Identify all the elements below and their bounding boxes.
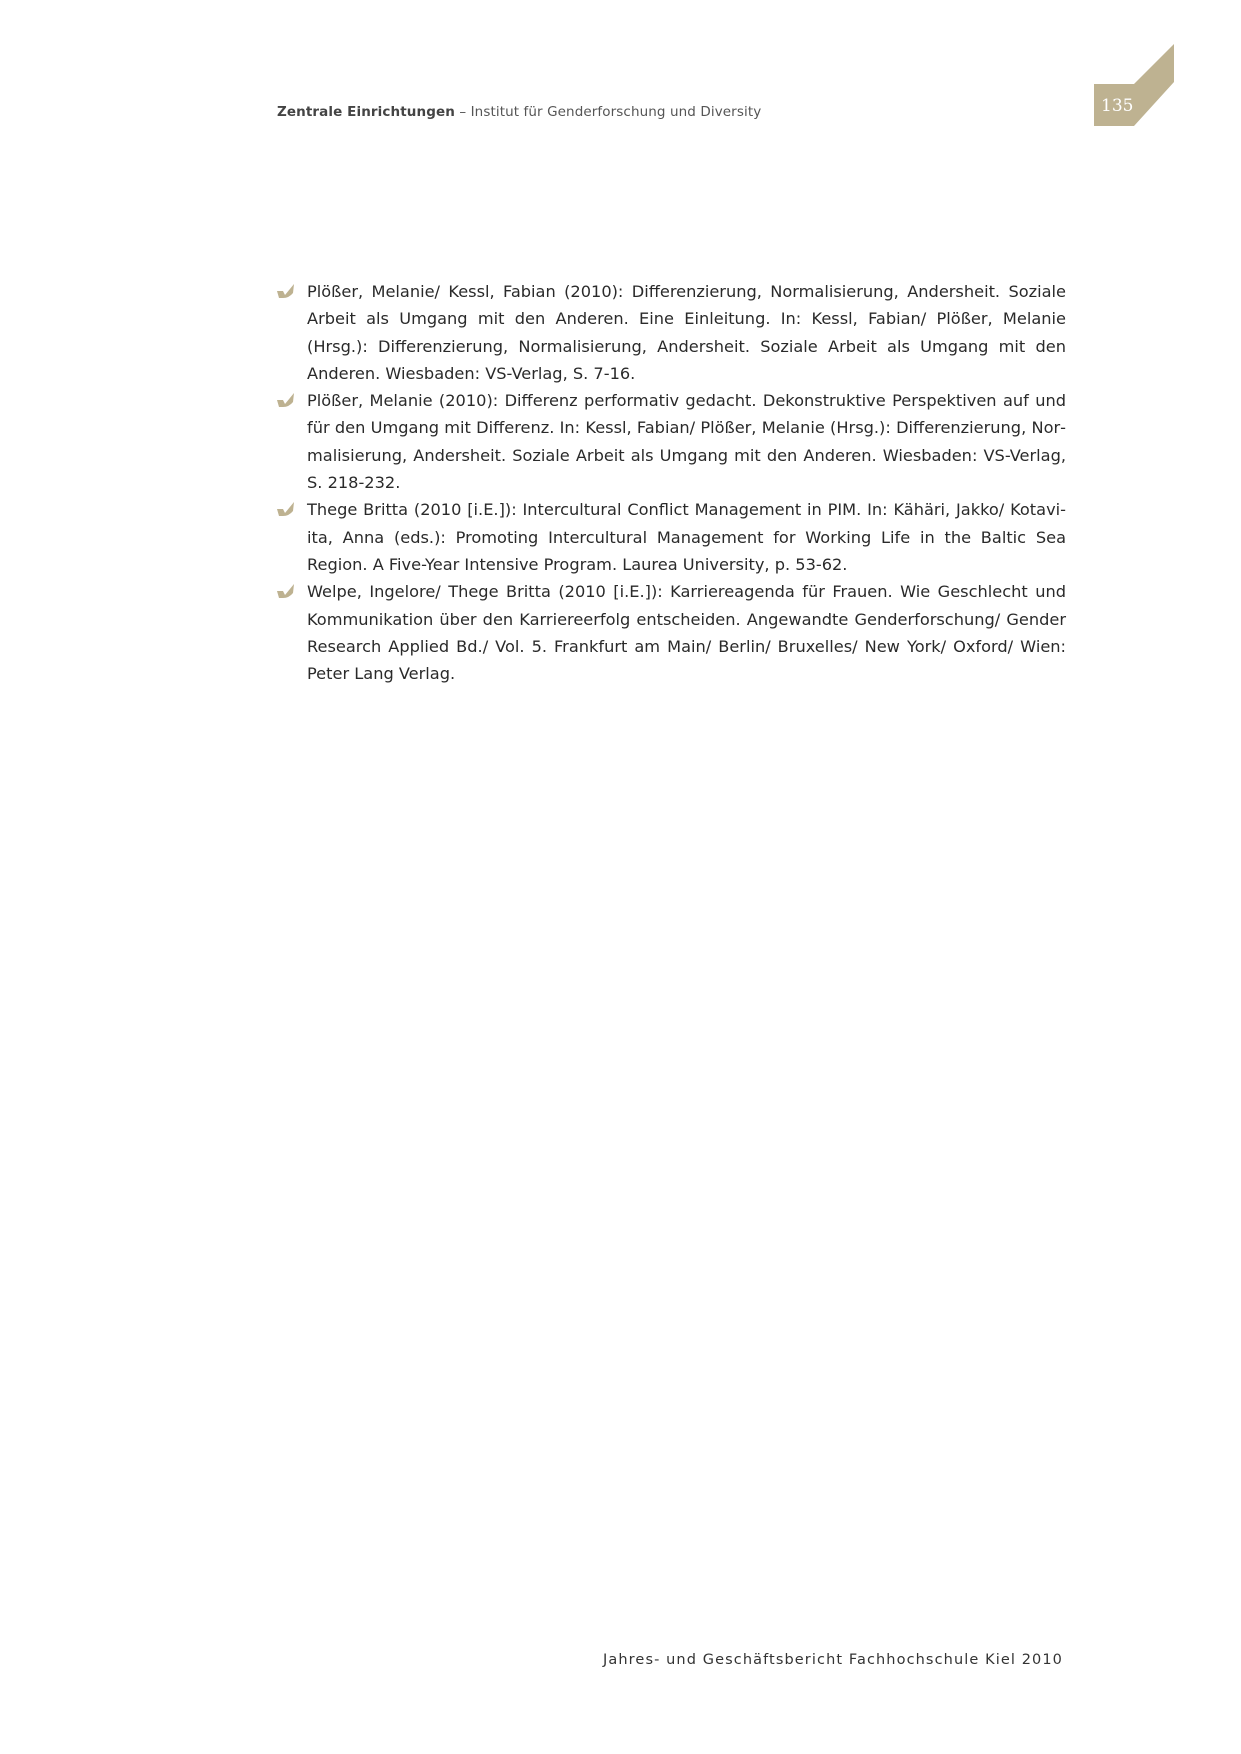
checkmark-arrow-icon xyxy=(277,392,295,408)
reference-item xyxy=(276,387,1066,496)
footer-publication-title: Jahres- und Geschäftsbericht Fachhochschule Kiel 2010 xyxy=(603,1652,1063,1668)
reference-text: Welpe, Ingelore/ Thege Britta (2010 [i.E.]): Karriereagenda für Frauen. Wie Geschlecht und Kommunikation über den Karriereerfolg entscheiden. Angewandte Genderforschung/ Gender Research Applied Bd./ Vol. 5. Frankfurt am Main/ Berlin/ Bruxelles/ New York/ Oxford/ Wien: Peter Lang Verlag. xyxy=(307,582,1066,684)
reference-item xyxy=(276,278,1066,387)
reference-text: Plößer, Melanie/ Kessl, Fabian (2010): Differenzierung, Normalisierung, Andersheit. Soziale Arbeit als Umgang mit den Anderen. Eine Einleitung. In: Kessl, Fabian/ Plößer, Melanie (Hrsg.): Differenzierung, Normalisierung, Andersheit. Soziale Arbeit als Umgang mit den Anderen. Wiesbaden: VS-Verlag, S. 7-16. xyxy=(307,282,1066,383)
header-subsection: Institut für Genderforschung und Diversity xyxy=(470,104,762,120)
reference-text: Thege Britta (2010 [i.E.]): Intercultural Conflict Management in PIM. In: Kähäri, Jakko/ Kotaviita, Anna (eds.): Promoting Intercultural Management for Working Life in the Baltic Sea Region. A Five-Year Intensive Program. Laurea University, p. 53-62. xyxy=(307,500,1066,574)
header-separator: – xyxy=(454,104,471,120)
checkmark-arrow-icon xyxy=(277,583,295,599)
reference-list xyxy=(276,278,1066,687)
reference-text: Plößer, Melanie (2010): Differenz performativ gedacht. Dekonstruktive Perspektiven auf und für den Umgang mit Differenz. In: Kessl, Fabian/ Plößer, Melanie (Hrsg.): Differenzierung, Normalisierung, Andersheit. Soziale Arbeit als Umgang mit den Anderen. Wiesbaden: VS-Verlag, S. 218-232. xyxy=(307,391,1066,493)
checkmark-arrow-icon xyxy=(277,283,295,299)
checkmark-arrow-icon xyxy=(277,501,295,517)
header-section: Zentrale Einrichtungen xyxy=(277,104,455,120)
reference-item xyxy=(276,578,1066,687)
reference-item xyxy=(276,496,1066,578)
running-header xyxy=(277,104,761,120)
page-number: 135 xyxy=(1101,96,1134,116)
